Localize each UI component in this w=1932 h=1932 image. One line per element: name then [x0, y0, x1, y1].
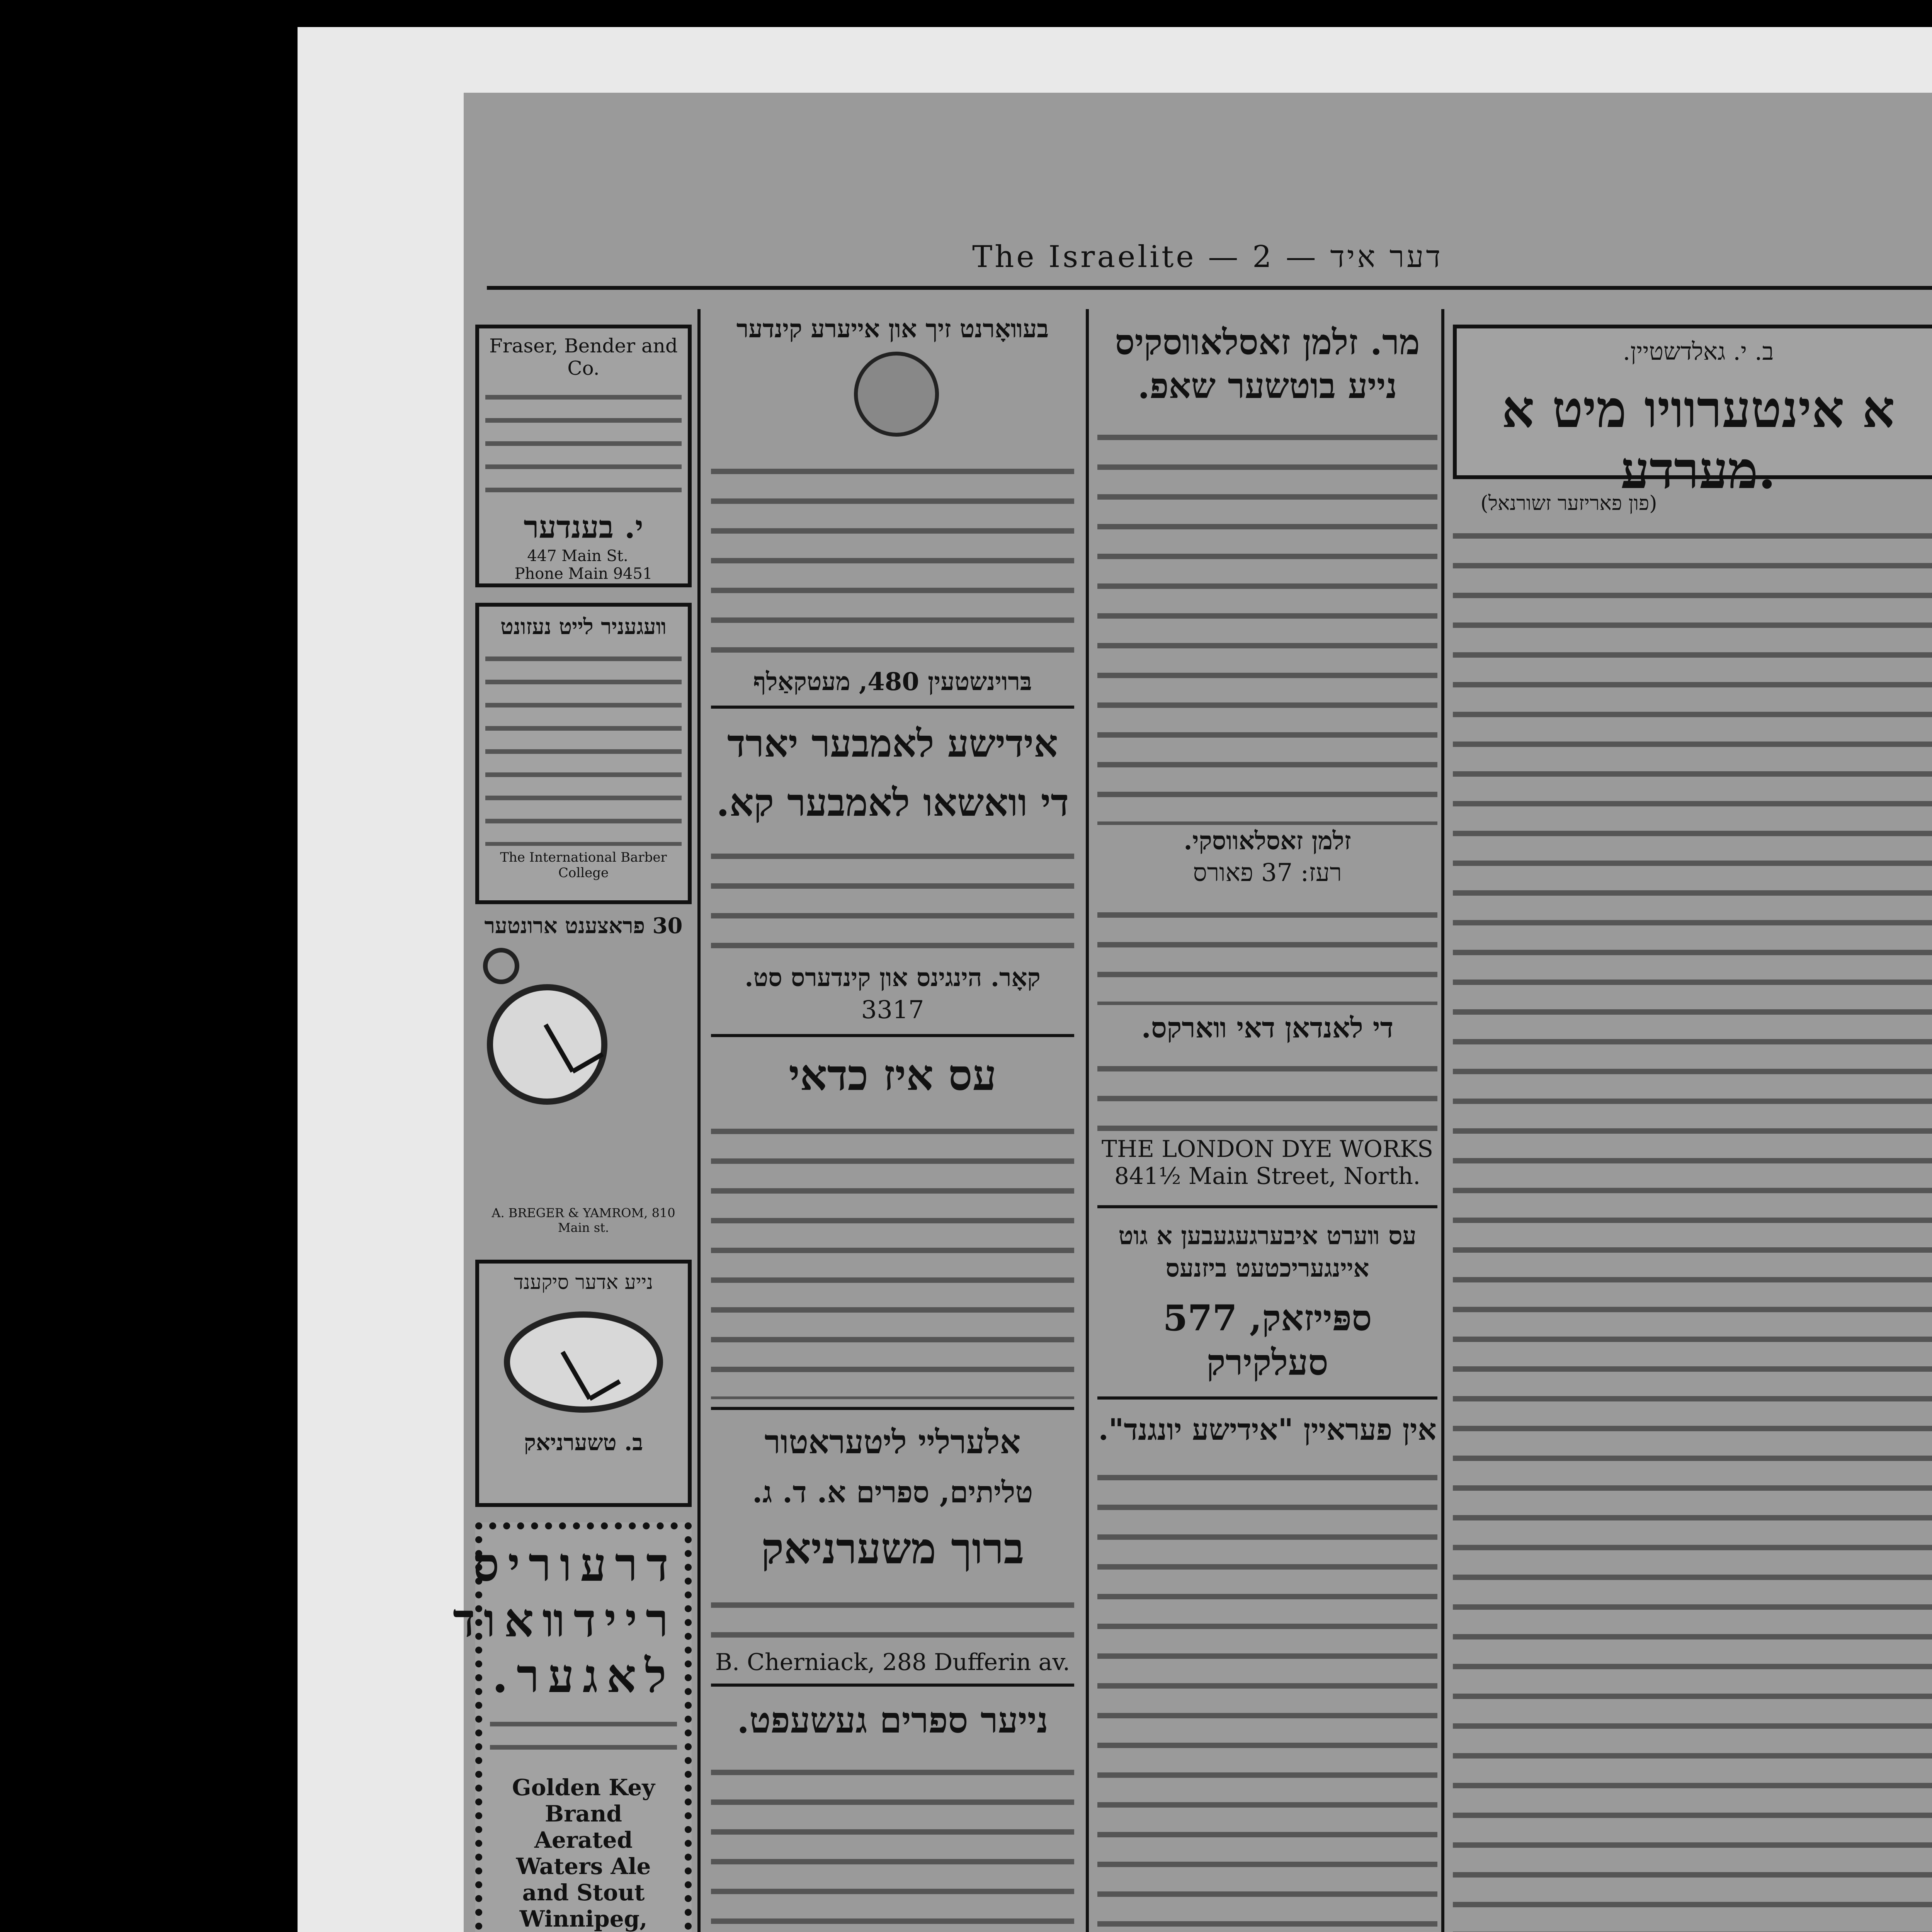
london-dye-title: די לאנדאן דאי װארקס.: [1141, 1011, 1394, 1044]
pocket-watch-icon: [487, 984, 607, 1105]
masthead: The Israelite — 2 — דער איד: [972, 240, 1443, 274]
concert-body: [1097, 1459, 1437, 1932]
col2-rule-a: [1097, 1205, 1437, 1208]
col3-rule-c: [711, 1407, 1074, 1410]
watch2-icon: [504, 1311, 663, 1413]
books-sub: טליתים, ספרים א. ד. ג.: [752, 1475, 1033, 1510]
watch2-title: נייע אדער סיקענד: [514, 1271, 653, 1294]
winnipeg: Winnipeg,: [519, 1906, 648, 1932]
col3-rule-b: [711, 1034, 1074, 1037]
butcher-body: [1097, 419, 1437, 825]
drewrys-ad: [452, 1522, 692, 1932]
butcher-signer-addr: רעז: 37 פאורס: [1193, 859, 1342, 888]
column-rule-2: [1086, 309, 1089, 1932]
watch2-shop: ב. טשערניאק: [524, 1429, 643, 1456]
baruch-title: ברוך משערניאק: [761, 1524, 1024, 1574]
watch-ad: [475, 912, 692, 1244]
col2-rule-b: [1097, 1396, 1437, 1400]
seal-icon: [854, 352, 939, 437]
new-books-title: נייער ספרים געשעפט.: [737, 1699, 1048, 1741]
article-title-box: [1453, 325, 1932, 500]
column-article: [1453, 309, 1932, 1932]
baruch-addr: B. Cherniack, 288 Dufferin av.: [715, 1648, 1070, 1676]
column-rule-3: [697, 309, 701, 1932]
business-advert: עס װערט איבערגעגעבען א גוט איינגעריכטעט ביזנעס: [1118, 1221, 1417, 1283]
fair-title: אידישע לאמבער יארד: [727, 721, 1058, 766]
article-author: ב. י. גאלדשטיין.: [1622, 337, 1774, 366]
article-subtitle: (פון פאריזער זשורנאל): [1480, 492, 1657, 515]
watch-title: 30 פראצענט ארונטער: [484, 913, 683, 939]
butcher-shop-headline: מר. זלמן זאסלאווסקיס נייע בוטשער שאפ.: [1115, 322, 1420, 406]
fraser-addr: 447 Main St.: [527, 547, 628, 565]
london-dye-body: [1097, 897, 1437, 1005]
drewrys-title: דרעוריס ריידװאוד לאגער.: [452, 1537, 677, 1703]
concert-title: אין פעראיין "אידישע יונגנד".: [1098, 1412, 1437, 1447]
lumber-phone: 3317: [861, 995, 924, 1024]
london-dye-en: THE LONDON DYE WORKS: [1101, 1136, 1434, 1163]
watch-crown-icon: [483, 948, 519, 984]
london-dye-body2: [1097, 1051, 1437, 1136]
aerated: Aerated Waters Ale: [516, 1827, 651, 1879]
masthead-rule: [487, 286, 1932, 290]
barber-college: The International Barber College: [500, 849, 667, 881]
watch2-ad: [475, 1260, 692, 1507]
lumber-addr: קאָר. הינגינס און קינדערס סט.: [745, 963, 1041, 993]
new-books-body: [711, 1754, 1074, 1932]
newspaper-page: [452, 93, 1932, 1932]
ba-body: [711, 1113, 1074, 1399]
books-title: אלערליי ליטעראטור: [764, 1423, 1021, 1461]
fraser-title: Fraser, Bender and Co.: [489, 335, 678, 379]
london-dye-addr: 841½ Main Street, North.: [1114, 1163, 1421, 1190]
ba-title: עס איז כדאי: [789, 1050, 997, 1100]
top-notice: בעװאָרנט זיך און אייערע קינדער: [736, 315, 1049, 344]
grocery-body: [711, 453, 1074, 666]
golden-key: Golden Key Brand: [512, 1774, 655, 1827]
watch-shop: A. BREGER & YAMROM, 810 Main st.: [492, 1206, 675, 1235]
lumber-body: [711, 838, 1074, 962]
column-rule-1: [1441, 309, 1444, 1932]
butcher-signer: זלמן זאסלאווסקי.: [1184, 827, 1351, 855]
article-body: [1453, 518, 1932, 1932]
column-3: [711, 309, 1074, 1932]
fraser-body: [485, 383, 682, 503]
barber-title: װעגעניר לייט נעזונט: [500, 614, 667, 639]
drewrys-body: [490, 1710, 677, 1768]
bender-yiddish: י. בענדער: [524, 509, 643, 545]
barber-ad: [475, 603, 692, 904]
barber-body: [485, 645, 682, 846]
grocery-title: בּרוינשטעין 480, מעטקאַלף: [753, 667, 1032, 697]
fraser-phone: Phone Main 9451: [514, 565, 653, 583]
col3-rule-a: [711, 706, 1074, 709]
column-2: [1097, 309, 1437, 1932]
lumber-title: די וואשאו לאמבער קא.: [716, 780, 1069, 825]
stout: and Stout: [522, 1879, 645, 1906]
article-title: א אינטערוויו מיט א מערדע.: [1502, 379, 1895, 500]
col3-rule-d: [711, 1684, 1074, 1687]
column-ads: [452, 309, 692, 1932]
baruch-body: [711, 1587, 1074, 1649]
fraser-ad: [475, 325, 692, 587]
selkirk-title: ספּייזאק, 577 סעלקירק: [1163, 1297, 1372, 1383]
